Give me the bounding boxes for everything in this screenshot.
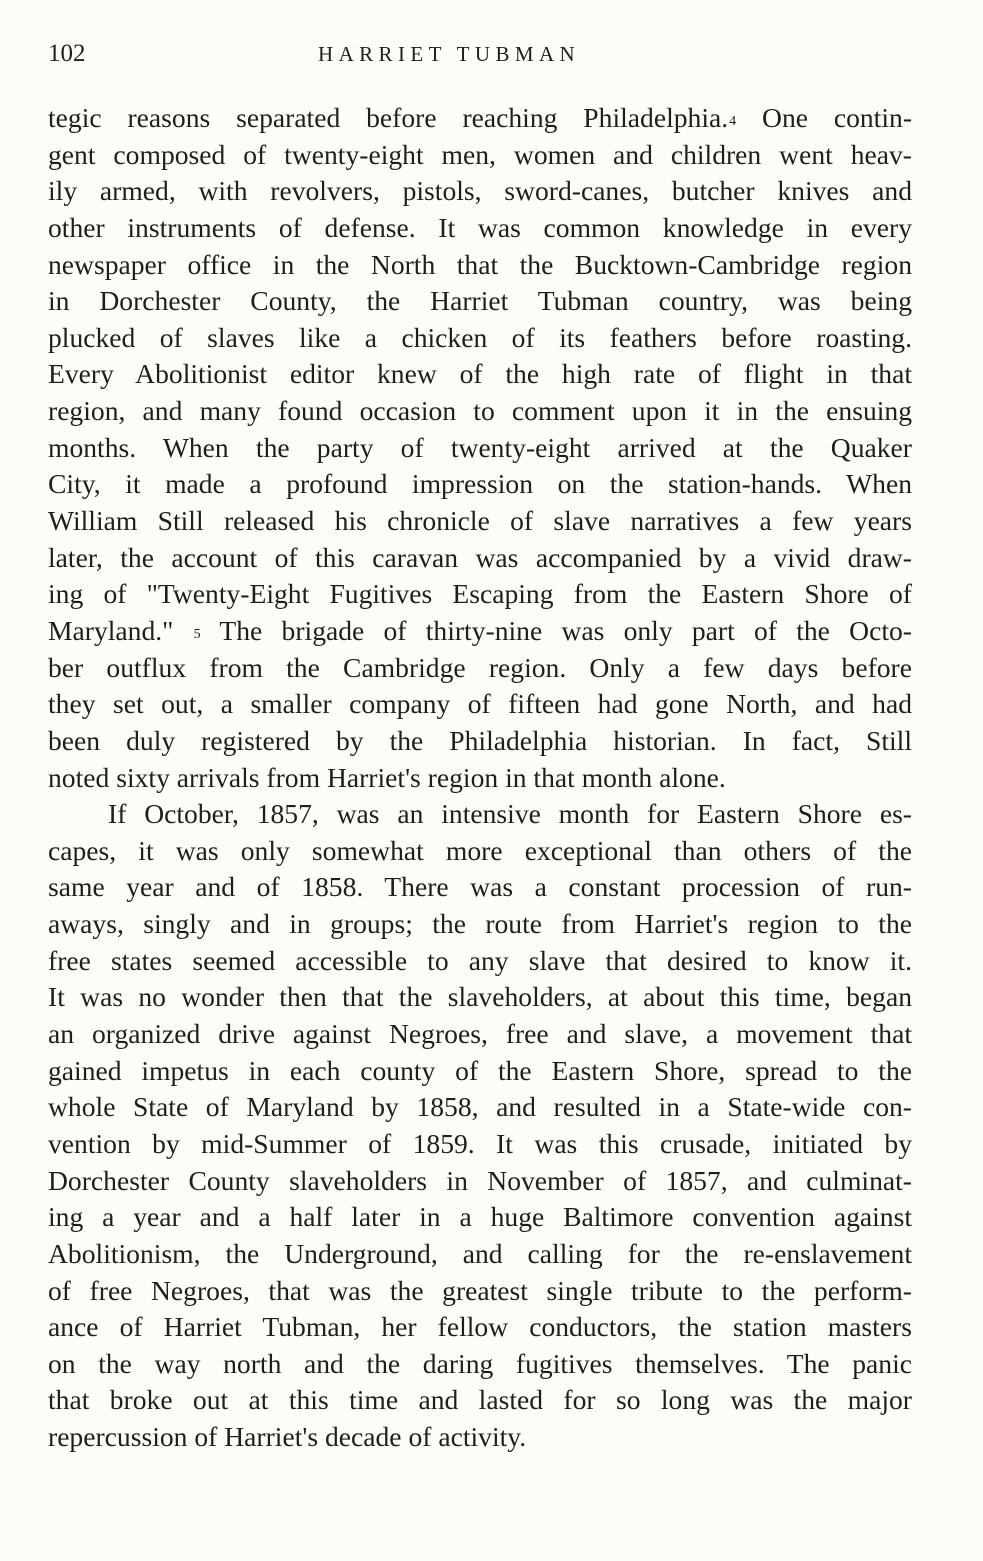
text-line (48, 137, 912, 174)
line-text: months. When the party of twenty-eight arrived at the Quaker (48, 431, 912, 463)
line-text: whole State of Maryland by 1858, and resulted in a State-wide con- (48, 1091, 912, 1123)
line-text: of free Negroes, that was the greatest single tribute to the perform- (48, 1274, 912, 1306)
line-text: Dorchester County slaveholders in November of 1857, and culminat- (48, 1164, 912, 1196)
text-line (48, 356, 912, 393)
line-text: ing of "Twenty-Eight Fugitives Escaping from the Eastern Shore of (48, 578, 912, 610)
line-text: ance of Harriet Tubman, her fellow conductors, the station masters (48, 1311, 912, 1343)
footnote-marker: 5 (193, 626, 201, 642)
text-line (48, 1199, 912, 1236)
text-line (48, 686, 912, 723)
line-text: newspaper office in the North that the Bucktown-Cambridge region (48, 248, 912, 280)
line-text: If October, 1857, was an intensive month for Eastern Shore es- (108, 798, 912, 830)
line-text: region, and many found occasion to comment upon it in the ensuing (48, 395, 912, 427)
line-text: Every Abolitionist editor knew of the high rate of flight in that (48, 358, 912, 390)
page-number: 102 (48, 40, 86, 67)
line-text: in Dorchester County, the Harriet Tubman country, was being (48, 285, 912, 317)
body-text (48, 100, 912, 1456)
line-text: they set out, a smaller company of fifteen had gone North, and had (48, 688, 912, 720)
line-text: tegic reasons separated before reaching Philadelphia. (48, 102, 729, 133)
line-text: been duly registered by the Philadelphia historian. In fact, Still (48, 724, 912, 756)
text-line (48, 796, 912, 833)
text-line (48, 210, 912, 247)
text-line (48, 247, 912, 284)
line-text: repercussion of Harriet's decade of activity. (48, 1421, 527, 1453)
text-line (48, 1163, 912, 1200)
line-text: Maryland." (48, 614, 193, 646)
text-line (48, 393, 912, 430)
text-line (48, 283, 912, 320)
text-line (48, 650, 912, 687)
text-line (48, 979, 912, 1016)
line-text: vention by mid-Summer of 1859. It was this crusade, initiated by (48, 1127, 912, 1159)
line-text: ber outflux from the Cambridge region. Only a few days before (48, 651, 912, 683)
text-line (48, 1016, 912, 1053)
footnote-marker: 4 (729, 114, 737, 129)
line-text: gent composed of twenty-eight men, women and children went heav- (48, 138, 912, 170)
line-text: that broke out at this time and lasted for so long was the major (48, 1384, 912, 1416)
text-line (48, 760, 912, 797)
line-text: aways, singly and in groups; the route from Harriet's region to the (48, 908, 912, 940)
line-text: William Still released his chronicle of slave narratives a few years (48, 505, 912, 537)
text-line (48, 1273, 912, 1310)
line-text: gained impetus in each county of the Eastern Shore, spread to the (48, 1054, 912, 1086)
line-text: later, the account of this caravan was accompanied by a vivid draw- (48, 541, 912, 573)
line-text: other instruments of defense. It was common knowledge in every (48, 211, 912, 243)
text-line (48, 1089, 912, 1126)
text-line (48, 833, 912, 870)
line-text: ily armed, with revolvers, pistols, sword-canes, butcher knives and (48, 175, 912, 207)
line-text-continued: One contin- (736, 102, 913, 133)
line-text: ing a year and a half later in a huge Baltimore convention against (48, 1201, 912, 1233)
line-text: Abolitionism, the Underground, and calling for the re-enslavement (48, 1237, 912, 1269)
line-text: It was no wonder then that the slaveholders, at about this time, began (48, 981, 912, 1013)
running-title: HARRIET TUBMAN (318, 42, 581, 66)
text-line (48, 503, 912, 540)
line-text: capes, it was only somewhat more exceptional than others of the (48, 834, 912, 866)
line-text: City, it made a profound impression on the station-hands. When (48, 468, 912, 500)
running-head (48, 40, 912, 74)
line-text: an organized drive against Negroes, free and slave, a movement that (48, 1018, 912, 1050)
line-text: on the way north and the daring fugitives themselves. The panic (48, 1347, 912, 1379)
text-line (48, 1236, 912, 1273)
text-line (48, 869, 912, 906)
text-line (48, 320, 912, 357)
text-line (48, 576, 912, 613)
line-text: same year and of 1858. There was a constant procession of run- (48, 871, 912, 903)
text-line (48, 943, 912, 980)
line-text: noted sixty arrivals from Harriet's region in that month alone. (48, 761, 726, 793)
line-text: plucked of slaves like a chicken of its feathers before roasting. (48, 321, 912, 353)
line-text: free states seemed accessible to any slave that desired to know it. (48, 944, 912, 976)
text-line (48, 1309, 912, 1346)
text-line (48, 613, 912, 650)
text-line (48, 1346, 912, 1383)
text-line (48, 173, 912, 210)
text-line (48, 1382, 912, 1419)
text-line (48, 906, 912, 943)
text-line (48, 100, 912, 137)
text-line (48, 1419, 912, 1456)
text-line (48, 466, 912, 503)
text-line (48, 430, 912, 467)
text-line (48, 540, 912, 577)
text-line (48, 723, 912, 760)
line-text-continued: The brigade of thirty-nine was only part of the Octo- (200, 614, 912, 646)
text-line (48, 1053, 912, 1090)
text-line (48, 1126, 912, 1163)
